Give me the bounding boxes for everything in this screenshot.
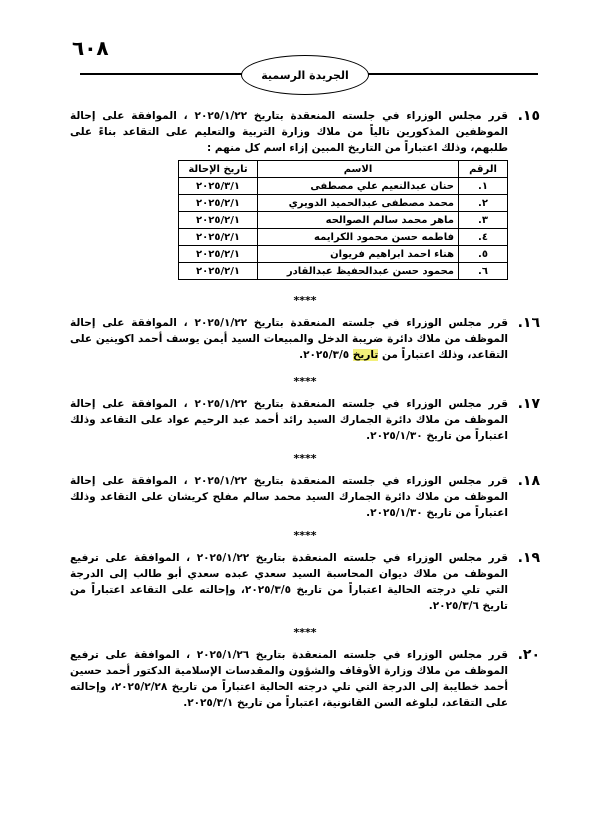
retirees-table [178, 160, 508, 280]
decision-number: ١٨. [517, 473, 540, 489]
decision-17 [70, 396, 540, 444]
table-row [179, 178, 508, 195]
decision-19 [70, 550, 540, 614]
decision-text: قرر مجلس الوزراء في جلسته المنعقدة بتاريخ ٢٠٢٥/١/٢٢ ، الموافقة على ترفيع الموظف من ملاك ديوان المحاسبة السيد سعدي عبده سعدي أبو طالب إلى الدرجة التي تلي درجته الحالية اعتباراً من تاريخ ٢٠٢٥/٣/٥، وإحالته على التقاعد اعتباراً من تاريخ ٢٠٢٥/٣/٦. [70, 552, 509, 612]
decision-text: قرر مجلس الوزراء في جلسته المنعقدة بتاريخ ٢٠٢٥/١/٢٢ ، الموافقة على إحالة الموظفين المذكورين تالياً من ملاك وزارة التربية والتعليم على التقاعد بناءً على طلبهم، وذلك اعتباراً من التاريخ المبين إزاء اسم كل منهم : [70, 110, 508, 154]
table-header-row [179, 161, 508, 178]
table-row [179, 212, 508, 229]
header-name: الاسم [258, 161, 459, 178]
separator: **** [293, 375, 317, 388]
document-body [70, 108, 540, 711]
row-number: ٤. [459, 229, 508, 246]
retirees-table-wrap [70, 160, 540, 280]
row-number: ٥. [459, 246, 508, 263]
decision-20 [70, 647, 540, 711]
header-date: تاريخ الإحالة [179, 161, 258, 178]
decision-number: ١٥. [517, 108, 540, 124]
row-number: ٣. [459, 212, 508, 229]
header-number: الرقم [459, 161, 508, 178]
table-row [179, 246, 508, 263]
row-name: فاطمه حسن محمود الكرايمه [258, 229, 459, 246]
separator: **** [293, 452, 317, 465]
row-date: ٢٠٢٥/٢/١ [179, 246, 258, 263]
row-name: محمد مصطفى عبدالحميد الدويري [258, 195, 459, 212]
separator: **** [293, 626, 317, 639]
decision-text: قرر مجلس الوزراء في جلسته المنعقدة بتاريخ ٢٠٢٥/١/٢٢ ، الموافقة على إحالة الموظف من ملاك دائرة ضريبة الدخل والمبيعات السيد أيمن يوسف أحمد اكوينين على التقاعد، وذلك اعتباراً من [70, 317, 508, 361]
decision-number: ٢٠. [517, 647, 540, 663]
decision-number: ١٧. [517, 396, 540, 412]
row-number: ٢. [459, 195, 508, 212]
row-name: حنان عبدالنعيم علي مصطفى [258, 178, 459, 195]
decision-text-end: ٢٠٢٥/٣/٥. [299, 349, 353, 361]
row-number: ٦. [459, 263, 508, 280]
table-row [179, 229, 508, 246]
table-row [179, 263, 508, 280]
row-name: محمود حسن عبدالحفيظ عبدالقادر [258, 263, 459, 280]
decision-18 [70, 473, 540, 521]
decision-number: ١٦. [517, 315, 540, 331]
decision-text: قرر مجلس الوزراء في جلسته المنعقدة بتاريخ ٢٠٢٥/١/٢٢ ، الموافقة على إحالة الموظف من ملاك دائرة الجمارك السيد رائد أحمد عبد الرحيم عواد على التقاعد وذلك اعتباراً من تاريخ ٢٠٢٥/١/٣٠. [70, 398, 508, 442]
decision-text: قرر مجلس الوزراء في جلسته المنعقدة بتاريخ ٢٠٢٥/١/٢٢ ، الموافقة على إحالة الموظف من ملاك دائرة الجمارك السيد محمد سالم مفلح كريشان على التقاعد وذلك اعتباراً من تاريخ ٢٠٢٥/١/٣٠. [70, 475, 508, 519]
decision-15 [70, 108, 540, 156]
page-number: ٦٠٨ [72, 36, 109, 60]
row-name: هناء احمد ابراهيم فريوان [258, 246, 459, 263]
highlighted-word: تاريخ [352, 349, 379, 361]
row-date: ٢٠٢٥/٣/١ [179, 178, 258, 195]
row-date: ٢٠٢٥/٢/١ [179, 229, 258, 246]
separator: **** [293, 294, 317, 307]
row-date: ٢٠٢٥/٢/١ [179, 195, 258, 212]
row-number: ١. [459, 178, 508, 195]
decision-text: قرر مجلس الوزراء في جلسته المنعقدة بتاريخ ٢٠٢٥/١/٢٦ ، الموافقة على ترفيع الموظف من ملاك وزارة الأوقاف والشؤون والمقدسات الإسلامية الدكتور أحمد حسين أحمد خطايبة إلى الدرجة التي تلي درجته الحالية اعتباراً من تاريخ ٢٠٢٥/٢/٢٨، وإحالته على التقاعد، لبلوغه السن القانونية، اعتباراً من تاريخ ٢٠٢٥/٣/١. [70, 649, 508, 709]
decision-number: ١٩. [517, 550, 540, 566]
decision-16 [70, 315, 540, 363]
gazette-title: الجريدة الرسمية [241, 55, 369, 95]
row-date: ٢٠٢٥/٢/١ [179, 263, 258, 280]
separator: **** [293, 529, 317, 542]
row-date: ٢٠٢٥/٢/١ [179, 212, 258, 229]
row-name: ماهر محمد سالم الصوالحه [258, 212, 459, 229]
table-row [179, 195, 508, 212]
